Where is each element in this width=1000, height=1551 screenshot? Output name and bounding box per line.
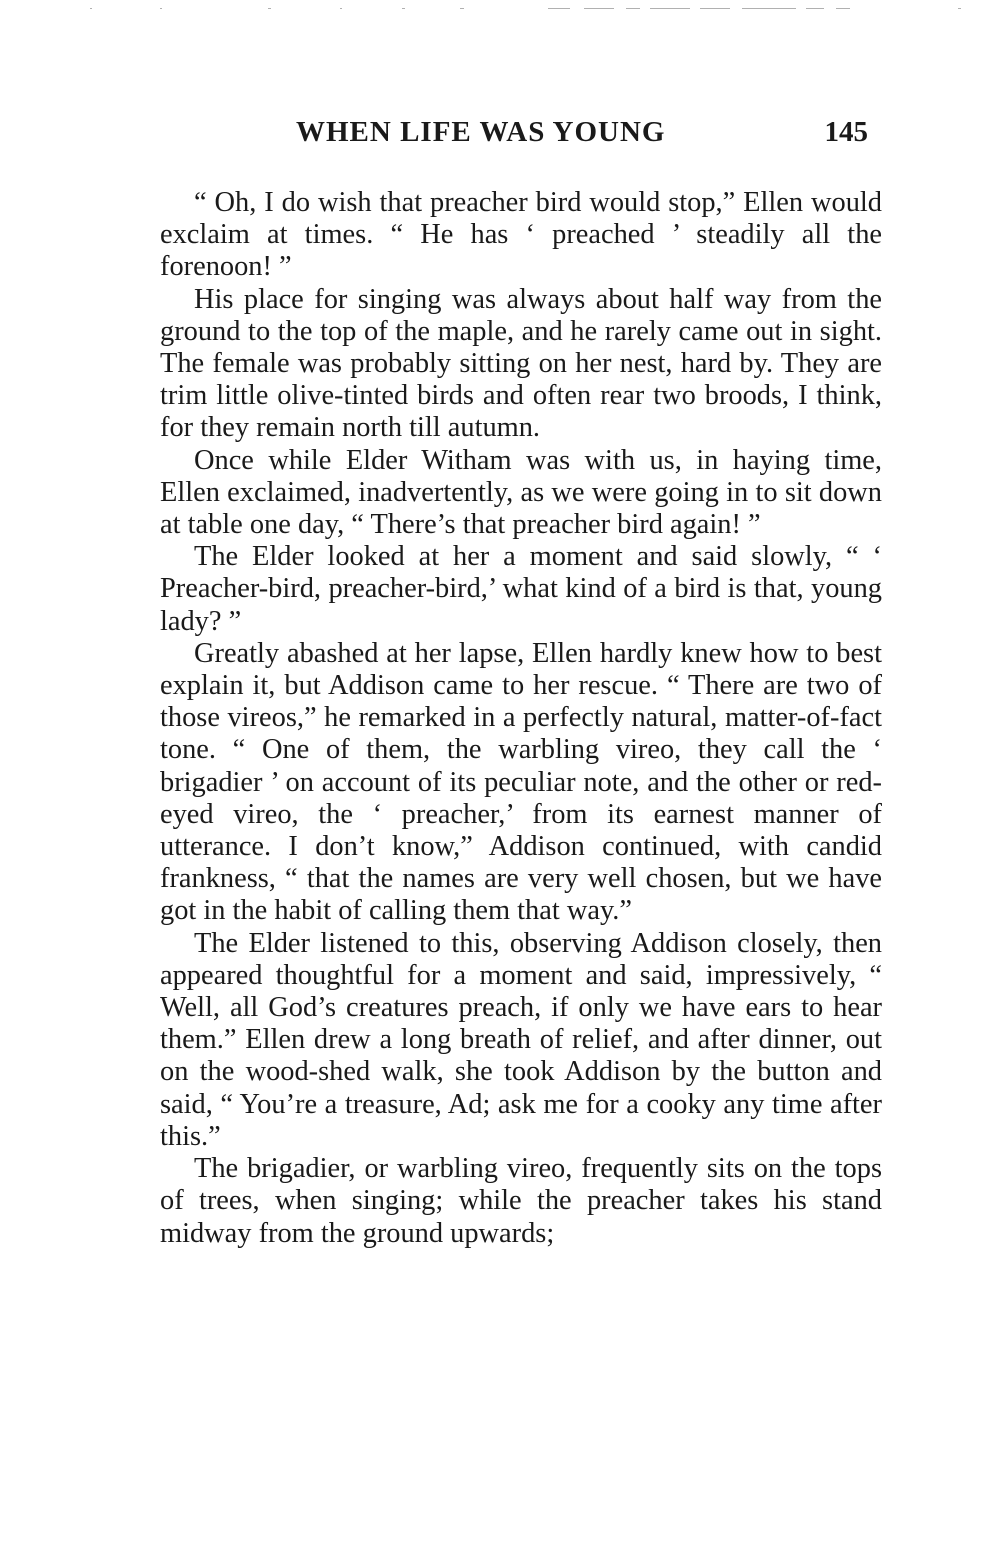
scan-noise xyxy=(0,8,1000,12)
paragraph: His place for singing was always about half way from the ground to the top of the maple, and he rarely came out in sight. The female was probably sitting on her nest, hard by. They are trim little olive-tinted birds and often rear two broods, I think, for they remain north till autumn. xyxy=(160,283,882,444)
page-number: 145 xyxy=(824,116,868,148)
running-header xyxy=(296,116,876,156)
paragraph: Once while Elder Witham was with us, in haying time, Ellen exclaimed, inadvertently, as we were going in to sit down at table one day, “ There’s that preacher bird again! ” xyxy=(160,444,882,541)
running-title: WHEN LIFE WAS YOUNG xyxy=(296,116,666,148)
paragraph: “ Oh, I do wish that preacher bird would stop,” Ellen would exclaim at times. “ He has ‘ preached ’ steadily all the forenoon! ” xyxy=(160,187,882,283)
body-text xyxy=(160,187,882,1250)
paragraph: The Elder listened to this, observing Addison closely, then appeared thoughtful for a moment and said, impressively, “ Well, all God’s creatures preach, if only we have ears to hear them.” Ellen drew a long breath of relief, and after dinner, out on the wood-shed walk, she took Addison by the button and said, “ You’re a treasure, Ad; ask me for a cooky any time after this.” xyxy=(160,927,882,1152)
paragraph: Greatly abashed at her lapse, Ellen hardly knew how to best explain it, but Addison came to her rescue. “ There are two of those vireos,” he remarked in a perfectly natural, matter-of-fact tone. “ One of them, the warbling vireo, they call the ‘ brigadier ’ on account of its peculiar note, and the other or red-eyed vireo, the ‘ preacher,’ from its earnest manner of utterance. I don’t know,” Addison continued, with candid frankness, “ that the names are very well chosen, but we have got in the habit of calling them that way.” xyxy=(160,637,882,927)
paragraph: The brigadier, or warbling vireo, frequently sits on the tops of trees, when singing; while the preacher takes his stand midway from the ground upwards; xyxy=(160,1153,882,1249)
paragraph: The Elder looked at her a moment and said slowly, “ ‘ Preacher-bird, preacher-bird,’ what kind of a bird is that, young lady? ” xyxy=(160,541,882,637)
